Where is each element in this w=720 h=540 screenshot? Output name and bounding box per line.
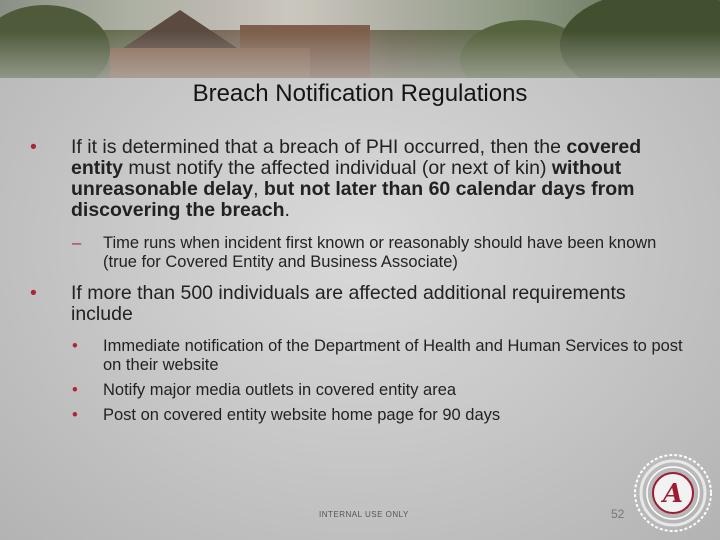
bullet-text-bold: but not later than 60 calendar days from discovering the breach — [71, 178, 635, 221]
header-banner-image — [0, 0, 720, 78]
bullet-text: Post on covered entity website home page for 90 days — [103, 406, 501, 424]
bullet-text-bold: covered entity — [71, 136, 642, 179]
bullet-text-part: If it is determined that a breach of PHI occurred, then the — [71, 136, 567, 158]
bullet-text-part: must notify the affected individual (or next of kin) — [123, 157, 552, 179]
bullet-marker: • — [72, 381, 78, 399]
bullet-1 — [30, 137, 690, 221]
bullet-text-bold: without unreasonable delay — [71, 157, 622, 200]
bullet-marker: • — [72, 406, 78, 424]
bullet-text: Notify major media outlets in covered entity area — [103, 381, 457, 399]
sub-bullet-1 — [30, 234, 690, 272]
bullet-text: Immediate notification of the Department of Health and Human Services to post on their website — [103, 337, 683, 374]
bullet-marker: • — [30, 136, 37, 158]
logo-letter: A — [662, 479, 684, 509]
sub-bullet-3 — [30, 381, 690, 400]
bullet-text-part: , — [253, 178, 264, 200]
bullet-text: If more than 500 individuals are affected additional requirements include — [71, 282, 626, 325]
sub-bullet-4 — [30, 406, 690, 425]
bullet-marker: • — [30, 282, 37, 304]
university-logo-icon — [633, 453, 713, 533]
slide-title: Breach Notification Regulations — [192, 80, 528, 107]
bullet-text: Time runs when incident first known or reasonably should have been known (true for Covered Entity and Business Associate) — [103, 234, 657, 271]
footer-label: INTERNAL USE ONLY — [319, 510, 409, 519]
sub-bullet-2 — [30, 337, 690, 375]
bullet-2 — [30, 283, 690, 325]
page-number: 52 — [611, 507, 625, 521]
bullet-text-part: . — [284, 199, 290, 221]
bullet-marker: • — [72, 337, 78, 355]
slide-body — [30, 137, 690, 425]
bullet-marker: – — [72, 234, 82, 252]
